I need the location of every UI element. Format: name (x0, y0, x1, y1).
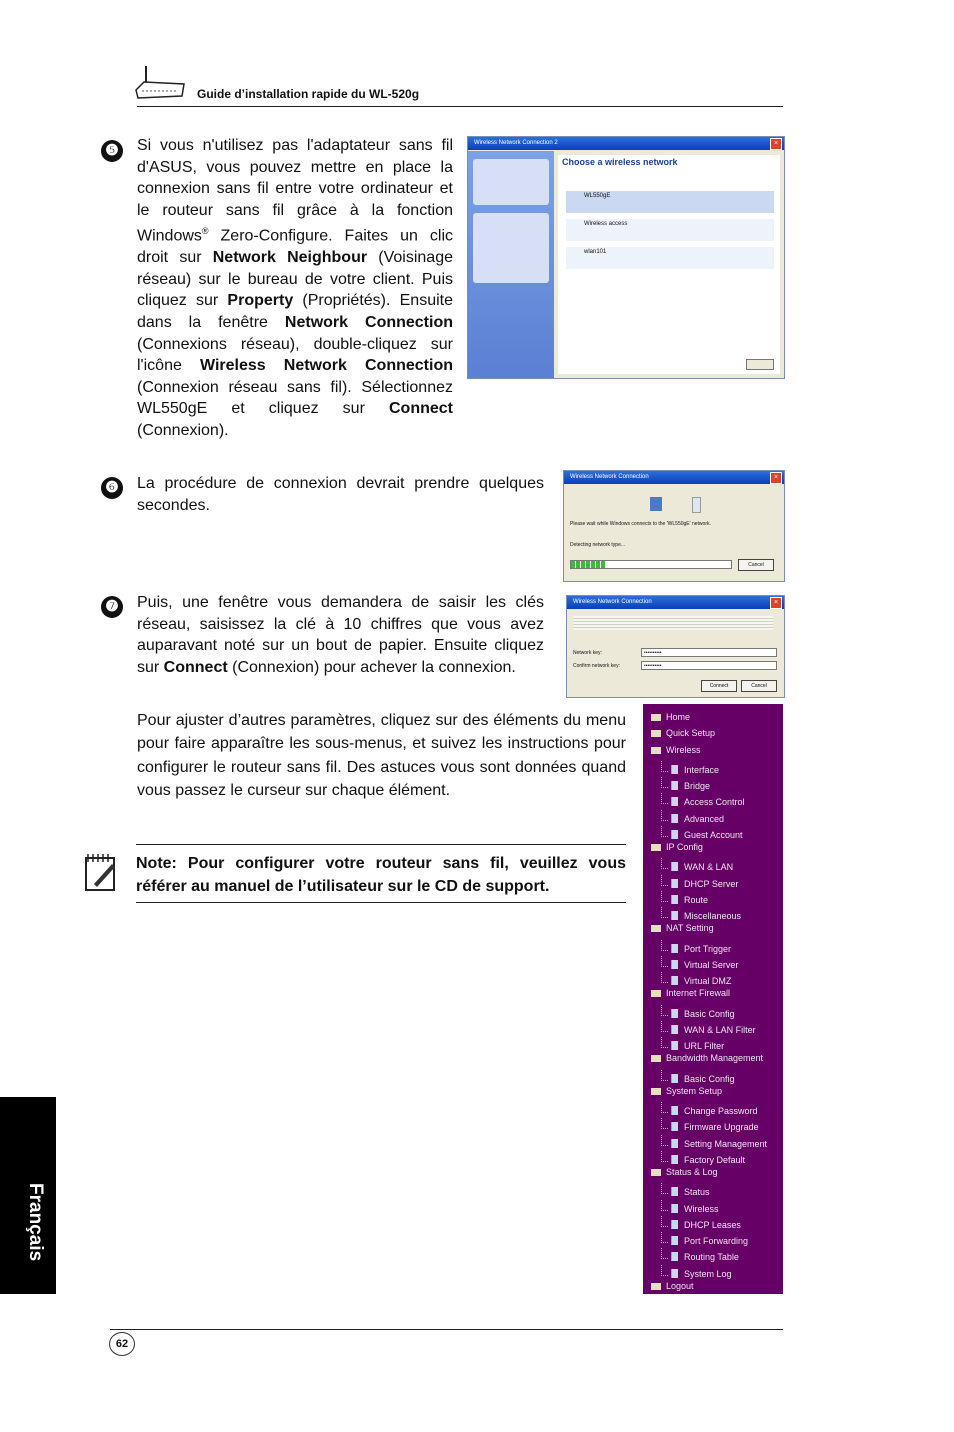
tree-line-icon (661, 891, 668, 902)
menu-item-label: Bridge (684, 781, 711, 791)
page-icon (671, 862, 678, 871)
network-key-input[interactable]: •••••••••• (641, 648, 777, 657)
note-top-rule (136, 844, 626, 845)
menu-item[interactable] (661, 1265, 732, 1280)
folder-icon (651, 1169, 661, 1176)
folder-icon (651, 747, 661, 754)
connecting-screenshot (563, 470, 785, 582)
menu-item-label: Basic Config (684, 1073, 735, 1084)
key-entry-title: Wireless Network Connection (573, 599, 652, 605)
tree-line-icon (661, 793, 668, 804)
step-5-run: Connect (389, 400, 453, 418)
network-row-2 (566, 219, 774, 241)
page-icon (671, 1236, 678, 1245)
close-icon: × (770, 597, 782, 609)
step-5-run: Property (227, 292, 294, 310)
page-icon (671, 1187, 678, 1196)
menu-item-label: Access Control (684, 797, 745, 808)
choose-network-titlebar (468, 137, 784, 150)
connecting-message: Please wait while Windows connects to the 'WL550gE' network. (570, 521, 711, 527)
menu-item[interactable] (651, 842, 703, 853)
page-icon (671, 976, 678, 985)
step-5-run: (Connexion réseau sans fil). Sélectionnez WL550gE et cliquez sur (137, 378, 453, 418)
step-5-run: Si vous n'utilisez pas l'adaptateur sans fil d'ASUS, vous pouvez mettre en place la connexion sans fil entre votre ordinateur et le routeur sans fil grâce à la fonction Windows (137, 137, 453, 245)
menu-item-label: Guest Account (684, 829, 743, 840)
menu-item-label: Setting Management (684, 1138, 768, 1149)
step-5-run: (Voisinage réseau) sur le bureau de votre client. Puis cliquez sur (137, 249, 453, 310)
step-7-text (137, 592, 544, 678)
menu-item[interactable] (651, 745, 701, 756)
menu-item[interactable] (661, 956, 738, 971)
page-icon (671, 1204, 678, 1213)
folder-icon (651, 1283, 661, 1290)
step-7-run: Puis, une fenêtre vous demandera de saisir les clés réseau, saisissez la clé à 10 chiffres que vous avez auparavant noté sur un bout de papier. Ensuite cliquez sur (137, 594, 544, 676)
menu-item[interactable] (661, 907, 741, 922)
menu-item[interactable] (661, 1200, 719, 1215)
menu-item[interactable] (661, 1021, 756, 1036)
tree-line-icon (661, 1021, 668, 1032)
tree-line-icon (661, 777, 668, 788)
step-5-run: Network Neighbour (212, 249, 368, 267)
menu-item[interactable] (651, 728, 715, 739)
menu-item[interactable] (661, 875, 738, 890)
menu-item[interactable] (661, 940, 731, 955)
page-icon (671, 1122, 678, 1131)
page-icon (671, 1025, 678, 1034)
folder-icon (651, 1055, 661, 1062)
tree-line-icon (661, 940, 668, 951)
menu-item-label: Route (684, 894, 709, 905)
menu-item-label: Status & Log (666, 1167, 718, 1177)
page-icon (671, 1074, 678, 1083)
menu-item[interactable] (661, 777, 710, 792)
footer-rule (110, 1329, 783, 1330)
tree-line-icon (661, 761, 668, 772)
tree-line-icon (661, 1248, 668, 1259)
menu-item[interactable] (651, 1281, 694, 1292)
page-number: 62 (109, 1332, 135, 1356)
folder-icon (651, 1088, 661, 1095)
confirm-key-label: Confirm network key: (573, 663, 620, 669)
step-6-run: La procédure de connexion devrait prendre quelques secondes. (137, 475, 544, 514)
tree-line-icon (661, 972, 668, 983)
page-icon (671, 781, 678, 790)
tree-line-icon (661, 1005, 668, 1016)
router-menu-screenshot (643, 704, 783, 1294)
connecting-status: Detecting network type... (570, 542, 626, 548)
tree-line-icon (661, 1070, 668, 1081)
tree-line-icon (661, 1265, 668, 1276)
menu-item[interactable] (661, 1135, 767, 1150)
connecting-progress-bar (570, 560, 732, 569)
choose-network-screenshot (467, 136, 785, 379)
menu-item-label: Home (666, 712, 691, 722)
close-icon: × (770, 472, 782, 484)
network-name-3: wlan101 (584, 249, 607, 255)
tree-line-icon (661, 1118, 668, 1129)
menu-item[interactable] (661, 1070, 735, 1085)
menu-item-label: Port Trigger (684, 943, 732, 954)
note-text: Note: Pour configurer votre routeur sans fil, veuillez vous référer au manuel de l’utilisateur sur le CD de support. (136, 855, 626, 895)
tree-line-icon (661, 858, 668, 869)
menu-item-label: Wireless (666, 744, 701, 755)
tree-line-icon (661, 1232, 668, 1243)
menu-item-label: Change Password (684, 1106, 758, 1116)
close-icon: × (770, 138, 782, 150)
router-logo-icon (134, 62, 186, 102)
network-row-3 (566, 247, 774, 269)
page-icon (671, 1139, 678, 1148)
menu-item-label: WAN & LAN (684, 862, 734, 873)
menu-item-label: System Log (684, 1268, 732, 1279)
note-bottom-rule (136, 902, 626, 903)
choose-network-heading: Choose a wireless network (562, 157, 678, 167)
menu-item-label: System Setup (666, 1085, 723, 1096)
step-5-run: Network Connection (284, 314, 454, 332)
tree-line-icon (661, 1037, 668, 1048)
menu-item-label: Firmware Upgrade (684, 1122, 759, 1133)
menu-item[interactable] (661, 761, 719, 776)
step-5-run: (Connexions réseau), double-cliquez sur l'icône (137, 335, 453, 375)
step-5-run: (Propriétés). Ensuite dans la fenêtre (137, 292, 453, 332)
menu-item[interactable] (661, 1232, 748, 1247)
tree-line-icon (661, 1216, 668, 1227)
menu-item-label: Advanced (684, 813, 725, 824)
step-6-text (137, 473, 544, 516)
tree-line-icon (661, 826, 668, 837)
menu-item-label: DHCP Leases (684, 1219, 741, 1230)
header-divider (137, 106, 783, 107)
menu-item[interactable] (651, 1167, 718, 1178)
menu-item-label: URL Filter (684, 1041, 725, 1051)
page-icon (671, 1009, 678, 1018)
menu-item[interactable] (651, 923, 714, 934)
menu-item-label: Status (684, 1187, 710, 1198)
menu-item[interactable] (661, 793, 745, 808)
page-icon (671, 911, 678, 920)
menu-item[interactable] (661, 1118, 759, 1133)
tree-line-icon (661, 907, 668, 918)
connecting-titlebar (564, 471, 784, 484)
folder-icon (651, 730, 661, 737)
menu-item[interactable] (661, 1183, 710, 1198)
step-7-number: ❼ (101, 596, 123, 618)
choose-network-title: Wireless Network Connection 2 (474, 140, 558, 146)
menu-item-label: Basic Config (684, 1008, 735, 1019)
note-pad-icon (84, 852, 118, 892)
folder-icon (651, 925, 661, 932)
menu-item[interactable] (661, 891, 708, 906)
tree-line-icon (661, 956, 668, 967)
tree-line-icon (661, 1135, 668, 1146)
menu-item-label: Logout (666, 1280, 694, 1291)
connecting-title: Wireless Network Connection (570, 474, 649, 480)
tasks-pane (468, 151, 554, 379)
menu-item[interactable] (661, 1216, 741, 1231)
cancel-button[interactable]: Cancel (741, 680, 777, 692)
menu-item-label: Bandwidth Management (666, 1053, 764, 1064)
menu-item-label: IP Config (666, 842, 703, 852)
page-icon (671, 1106, 678, 1115)
page-icon (671, 960, 678, 969)
page-icon (671, 1252, 678, 1261)
confirm-key-input[interactable]: •••••••••• (641, 661, 777, 670)
menu-item-label: WAN & LAN Filter (684, 1024, 756, 1035)
menu-item[interactable] (651, 1053, 763, 1064)
key-entry-screenshot (566, 595, 785, 698)
menu-item[interactable] (661, 1102, 758, 1117)
tree-line-icon (661, 1183, 668, 1194)
network-list-pane (558, 155, 780, 374)
network-row-1 (566, 191, 774, 213)
tree-line-icon (661, 1102, 668, 1113)
menu-item[interactable] (651, 988, 730, 999)
page-icon (671, 1155, 678, 1164)
network-key-label: Network key: (573, 650, 602, 656)
menu-item[interactable] (651, 1086, 722, 1097)
menu-item[interactable] (661, 1248, 739, 1263)
step-5-run: ® (201, 226, 209, 237)
folder-icon (651, 714, 661, 721)
menu-item[interactable] (661, 1005, 735, 1020)
language-side-tab (0, 1097, 56, 1294)
page-icon (671, 1041, 678, 1050)
menu-item[interactable] (661, 1151, 745, 1166)
step-5-number: ❺ (101, 140, 123, 162)
network-name-1: WL550gE (584, 193, 611, 199)
step-5-run: Zero-Configure. Faites un clic droit sur (137, 227, 453, 267)
step-7-run: (Connexion) pour achever la connexion. (227, 658, 516, 676)
page-icon (671, 765, 678, 774)
network-name-2: Wireless access (584, 221, 628, 227)
menu-item-label: Port Forwarding (684, 1236, 749, 1246)
menu-item-label: Miscellaneous (684, 911, 742, 921)
header-title: Guide d’installation rapide du WL-520g (197, 87, 420, 101)
menu-item-label: Virtual DMZ (684, 976, 732, 986)
page-icon (671, 814, 678, 823)
page-icon (671, 1269, 678, 1278)
tree-line-icon (661, 1200, 668, 1211)
connect-button[interactable]: Connect (701, 680, 737, 692)
tree-line-icon (661, 810, 668, 821)
menu-item-label: DHCP Server (684, 878, 739, 889)
menu-item-label: Internet Firewall (666, 988, 731, 999)
language-label: Français (25, 1183, 46, 1262)
menu-item-label: Quick Setup (666, 728, 716, 739)
menu-item[interactable] (661, 972, 731, 987)
step-5-run: (Connexion). (137, 422, 229, 440)
menu-item-label: NAT Setting (666, 923, 714, 934)
menu-instructions-paragraph: Pour ajuster d’autres paramètres, cliquez sur des éléments du menu pour faire apparaître les sous-menus, et suivez les instructions pour configurer le routeur sans fil. Des astuces vous sont données quand vous passez le curseur sur chaque élément. (137, 712, 626, 800)
menu-item[interactable] (661, 826, 743, 841)
menu-item[interactable] (651, 712, 690, 723)
step-7-run: Connect (163, 658, 228, 676)
page-icon (671, 879, 678, 888)
menu-item[interactable] (661, 810, 724, 825)
menu-item[interactable] (661, 858, 733, 873)
page-icon (671, 830, 678, 839)
page-icon (671, 1220, 678, 1229)
step-5-text (137, 135, 453, 442)
folder-icon (651, 990, 661, 997)
menu-item-label: Routing Table (684, 1252, 739, 1263)
tree-line-icon (661, 875, 668, 886)
folder-icon (651, 844, 661, 851)
page-icon (671, 944, 678, 953)
menu-item-label: Factory Default (684, 1154, 746, 1165)
menu-item-label: Virtual Server (684, 959, 739, 970)
key-entry-titlebar (567, 596, 784, 609)
menu-item-label: Interface (684, 764, 720, 775)
page-icon (671, 895, 678, 904)
tree-line-icon (661, 1151, 668, 1162)
step-6-number: ❻ (101, 477, 123, 499)
page-icon (671, 797, 678, 806)
menu-item[interactable] (661, 1037, 724, 1052)
step-5-run: Wireless Network Connection (199, 357, 453, 375)
cancel-button[interactable]: Cancel (738, 559, 774, 571)
menu-item-label: Wireless (684, 1203, 719, 1214)
